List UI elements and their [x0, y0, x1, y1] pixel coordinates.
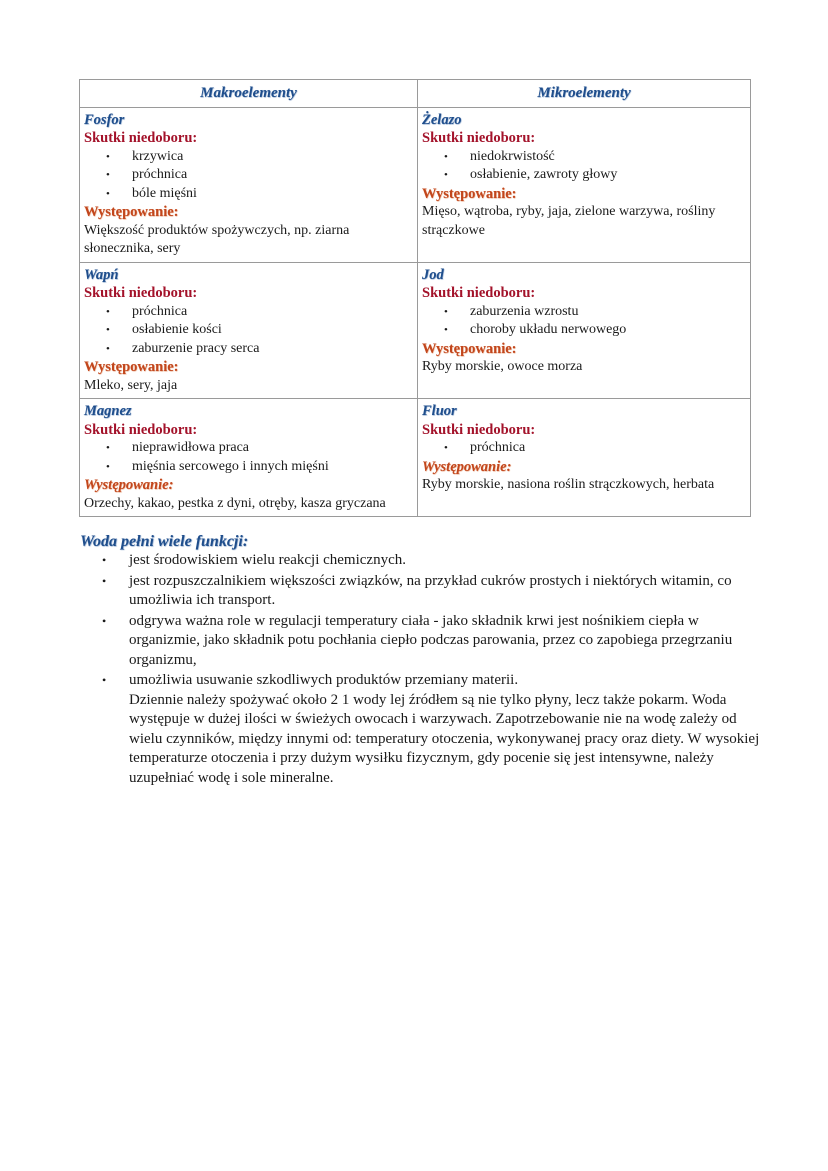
occurrence-text: Większość produktów spożywczych, np. ziarna słonecznika, sery — [84, 222, 350, 256]
deficiency-list — [84, 303, 413, 359]
list-item: • osłabienie kości — [106, 321, 413, 340]
deficiency-list — [84, 439, 413, 476]
deficiency-label: Skutki niedoboru: — [84, 130, 198, 146]
header-makroelementy: Makroelementy — [80, 80, 418, 108]
element-name: Fluor — [422, 403, 457, 419]
cell-fosfor — [80, 107, 418, 262]
occurrence-label: Występowanie: — [84, 359, 179, 375]
list-item: • osłabienie, zawroty głowy — [444, 166, 746, 185]
list-item: • jest rozpuszczalnikiem większości związków, na przykład cukrów prostych i niektórych witamin, co umożliwia ich transport. — [80, 572, 760, 611]
list-item: • bóle mięśni — [106, 185, 413, 204]
table-row — [80, 107, 751, 262]
elements-table — [79, 79, 751, 517]
list-item: • choroby układu nerwowego — [444, 321, 746, 340]
element-name: Jod — [422, 266, 444, 283]
list-item: • niedokrwistość — [444, 148, 746, 167]
element-name: Magnez — [84, 403, 132, 419]
table-header-row — [80, 80, 751, 108]
occurrence-label: Występowanie: — [422, 185, 517, 202]
occurrence-text: Ryby morskie, nasiona roślin strączkowych, herbata — [422, 477, 715, 492]
deficiency-label: Skutki niedoboru: — [84, 421, 198, 438]
element-name: Żelazo — [422, 111, 462, 128]
list-item-last — [80, 671, 760, 788]
deficiency-label: Skutki niedoboru: — [422, 130, 536, 146]
occurrence-text: Ryby morskie, owoce morza — [422, 359, 583, 374]
occurrence-label: Występowanie: — [84, 477, 174, 493]
water-functions-list — [80, 551, 760, 789]
deficiency-list — [422, 439, 746, 458]
cell-jod — [418, 262, 751, 399]
cell-zelazo — [418, 107, 751, 262]
list-item: • krzywica — [106, 148, 413, 167]
list-item: • jest środowiskiem wielu reakcji chemicznych. — [80, 551, 760, 571]
water-paragraph: Dziennie należy spożywać około 2 1 wody lej źródłem są nie tylko płyny, lecz także pokarm. Woda występuje w dużej ilości w świeżych owocach i warzywach. Zapotrzebowanie nie na wodę zależy od wielu czynników, między innymi od: temperatury otoczenia, wykonywanej pracy oraz diety. W wysokiej temperaturze otoczenia i przy dużym wysiłku fizycznym, gdy pocenie się jest intensywne, należy uzupełniać wodę i sole mineralne. — [129, 691, 760, 786]
list-item: • próchnica — [106, 303, 413, 322]
cell-wapn — [80, 262, 418, 399]
occurrence-text: Orzechy, kakao, pestka z dyni, otręby, kasza gryczana — [84, 495, 386, 511]
cell-magnez — [80, 399, 418, 517]
header-mikroelementy: Mikroelementy — [418, 80, 751, 108]
deficiency-list — [84, 148, 413, 204]
occurrence-label: Występowanie: — [84, 204, 179, 220]
deficiency-label: Skutki niedoboru: — [84, 285, 198, 301]
list-item: • próchnica — [106, 166, 413, 185]
deficiency-list — [422, 303, 746, 340]
list-item-text: • umożliwia usuwanie szkodliwych produktów przemiany materii. — [129, 672, 519, 688]
deficiency-label: Skutki niedoboru: — [422, 421, 536, 438]
deficiency-label: Skutki niedoboru: — [422, 285, 536, 301]
occurrence-label: Występowanie: — [422, 458, 512, 475]
list-item: • zaburzenia wzrostu — [444, 303, 746, 322]
table-row — [80, 262, 751, 399]
list-item: • nieprawidłowa praca — [106, 439, 413, 458]
list-item: • próchnica — [444, 439, 746, 458]
list-item: • odgrywa ważna role w regulacji temperatury ciała - jako składnik krwi jest nośnikiem ciepła w organizmie, jako składnik potu pochłania ciepło podczas parowania, przez co zapobiega przegrzaniu organizmu, — [80, 612, 760, 671]
occurrence-text: Mleko, sery, jaja — [84, 377, 178, 393]
cell-fluor — [418, 399, 751, 517]
occurrence-text: Mięso, wątroba, ryby, jaja, zielone warzywa, rośliny strączkowe — [422, 204, 716, 238]
table-row — [80, 399, 751, 517]
occurrence-label: Występowanie: — [422, 340, 517, 357]
water-section-title: Woda pełni wiele funkcji: — [80, 533, 249, 550]
list-item: • zaburzenie pracy serca — [106, 340, 413, 359]
element-name: Wapń — [84, 266, 119, 283]
element-name: Fosfor — [84, 111, 125, 128]
list-item: • mięśnia sercowego i innych mięśni — [106, 458, 413, 477]
deficiency-list — [422, 148, 746, 185]
